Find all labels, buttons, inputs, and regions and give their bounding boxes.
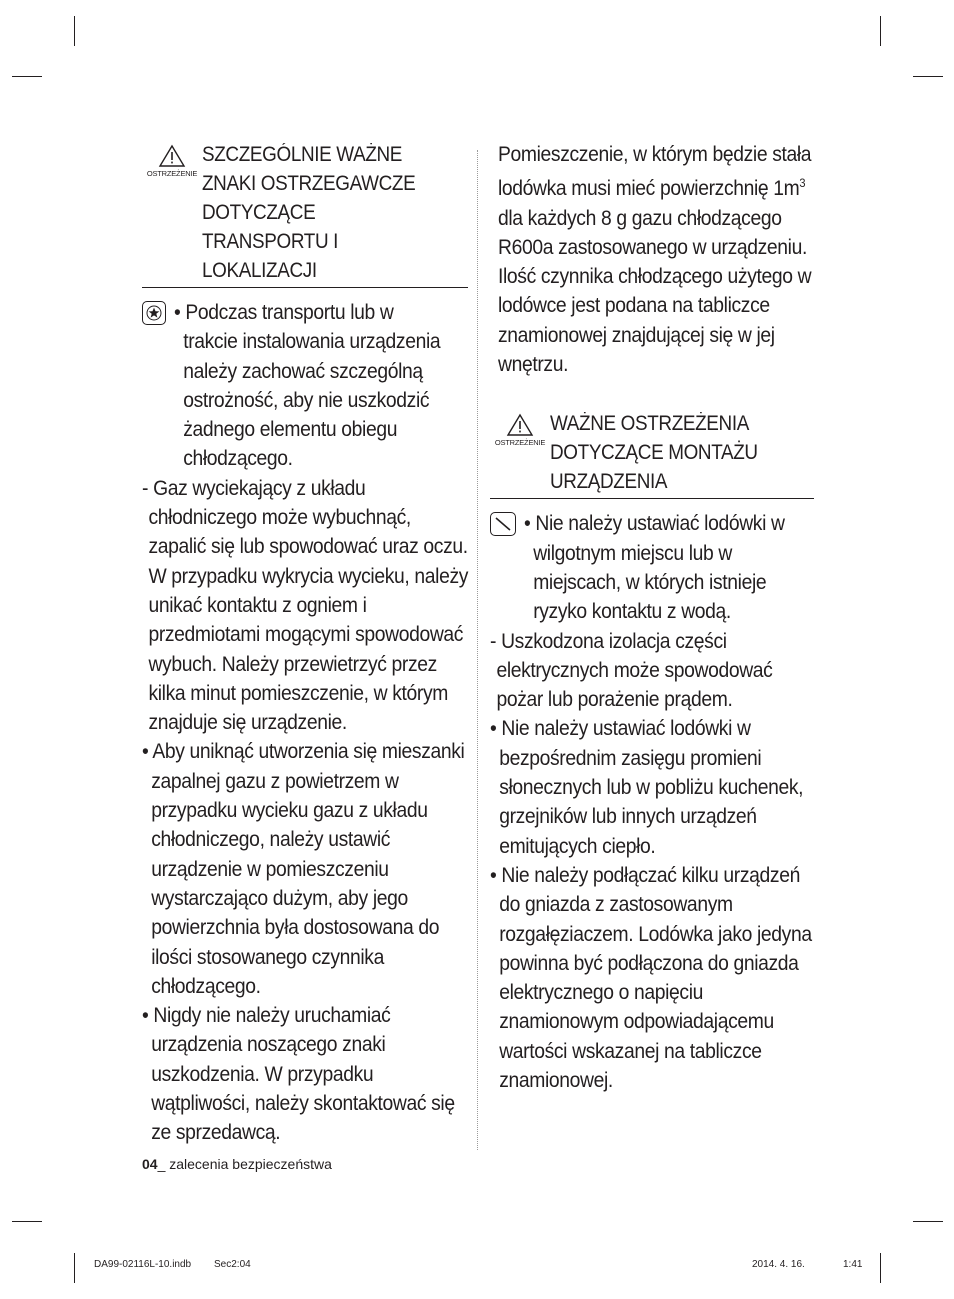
crop-mark (74, 1253, 75, 1283)
paragraph (498, 140, 815, 379)
print-time: 1:41 (843, 1259, 863, 1270)
warning-triangle-icon (158, 144, 186, 168)
paragraph: • Podczas transportu lub w trakcie instalowania urządzenia należy zachować szczególną ostrożność, aby nie uszkodzić żadnego elementu obiegu chłodzącego. (174, 301, 441, 471)
list-item (142, 298, 468, 474)
warning-label: OSTRZEŻENIE (494, 438, 546, 448)
intro-text-continued: dla każdych 8 g gazu chłodzącego R600a zastosowanego w urządzeniu. Ilość czynnika chłodzącego użytego w lodówce jest podana na tabliczce znamionowej znajdującej się w jej wnętrzu. (498, 206, 812, 377)
crop-mark (12, 1221, 42, 1222)
left-column (142, 140, 468, 1148)
superscript: 3 (799, 176, 806, 191)
list-item (490, 509, 814, 626)
section-name: _ zalecenia bezpieczeństwa (157, 1156, 332, 1172)
paragraph: - Gaz wyciekający z układu chłodniczego może wybuchnąć, zapalić się lub spowodować uraz oczu. W przypadku wykrycia wycieku, należy unikać kontaktu z ogniem i przedmiotami mogącymi spowodować wybuch. Należy przewietrzyć przez kilka minut pomieszczenie, w którym znajduje się urządzenie. (142, 476, 469, 735)
list-item: • Nie należy podłączać kilku urządzeń do gniazda z zastosowanym rozgałęziaczem. Lodówka jako jedyna powinna być podłączona do gniazda elektrycznego o napięciu znamionowym odpowiadającemu wartości wskazanej na tabliczce znamionowej. (490, 863, 812, 1093)
crop-mark (880, 1253, 881, 1283)
installation-warning-heading (490, 409, 814, 499)
intro-text: Pomieszczenie, w którym będzie stała lodówka musi mieć powierzchnię 1m (498, 143, 812, 201)
column-divider (477, 150, 478, 1150)
star-icon (142, 301, 166, 325)
print-section: Sec2:04 (214, 1259, 251, 1270)
transport-warning-heading (142, 140, 468, 288)
list-item: • Nigdy nie należy uruchamiać urządzenia noszącego znaki uszkodzenia. W przypadku wątpliwości, należy skontaktować się ze sprzedawcą. (142, 1004, 455, 1145)
crop-mark (880, 16, 881, 46)
warning-label: OSTRZEŻENIE (146, 169, 198, 178)
print-filename: DA99-02116L-10.indb (94, 1259, 192, 1270)
paragraph: • Nie należy ustawiać lodówki w wilgotnym miejscu lub w miejscach, w których istnieje ryzyko kontaktu z wodą. (524, 512, 785, 624)
warning-badge (142, 140, 202, 178)
section-heading: SZCZEGÓLNIE WAŻNE ZNAKI OSTRZEGAWCZE DOTYCZĄCE TRANSPORTU I LOKALIZACJI (202, 143, 416, 282)
right-column (490, 140, 814, 1095)
section-heading: WAŻNE OSTRZEŻENIA DOTYCZĄCE MONTAŻU URZĄDZENIA (550, 412, 758, 494)
warning-triangle-icon (506, 413, 534, 437)
list-item: • Aby uniknąć utworzenia się mieszanki zapalnej gazu z powietrzem w przypadku wycieku gazu z układu chłodniczego, należy ustawić urządzenie w pomieszczeniu wystarczająco dużym, aby jego powierzchnia była dostosowana do ilości stosowanego czynnika chłodzącego. (142, 740, 465, 998)
crop-mark (913, 76, 943, 77)
print-date: 2014. 4. 16. (752, 1259, 805, 1270)
warning-badge (490, 409, 550, 447)
paragraph: - Uszkodzona izolacja części elektrycznych może spowodować pożar lub porażenie prądem. (490, 629, 773, 712)
prohibited-icon (490, 512, 516, 536)
page-number: 04 (142, 1156, 158, 1172)
page-footer (142, 1156, 332, 1172)
crop-mark (913, 1221, 943, 1222)
crop-mark (12, 76, 42, 77)
list-item: • Nie należy ustawiać lodówki w bezpośrednim zasięgu promieni słonecznych lub w pobliżu kuchenek, grzejników lub innych urządzeń emitujących ciepło. (490, 717, 804, 858)
crop-mark (74, 16, 75, 46)
